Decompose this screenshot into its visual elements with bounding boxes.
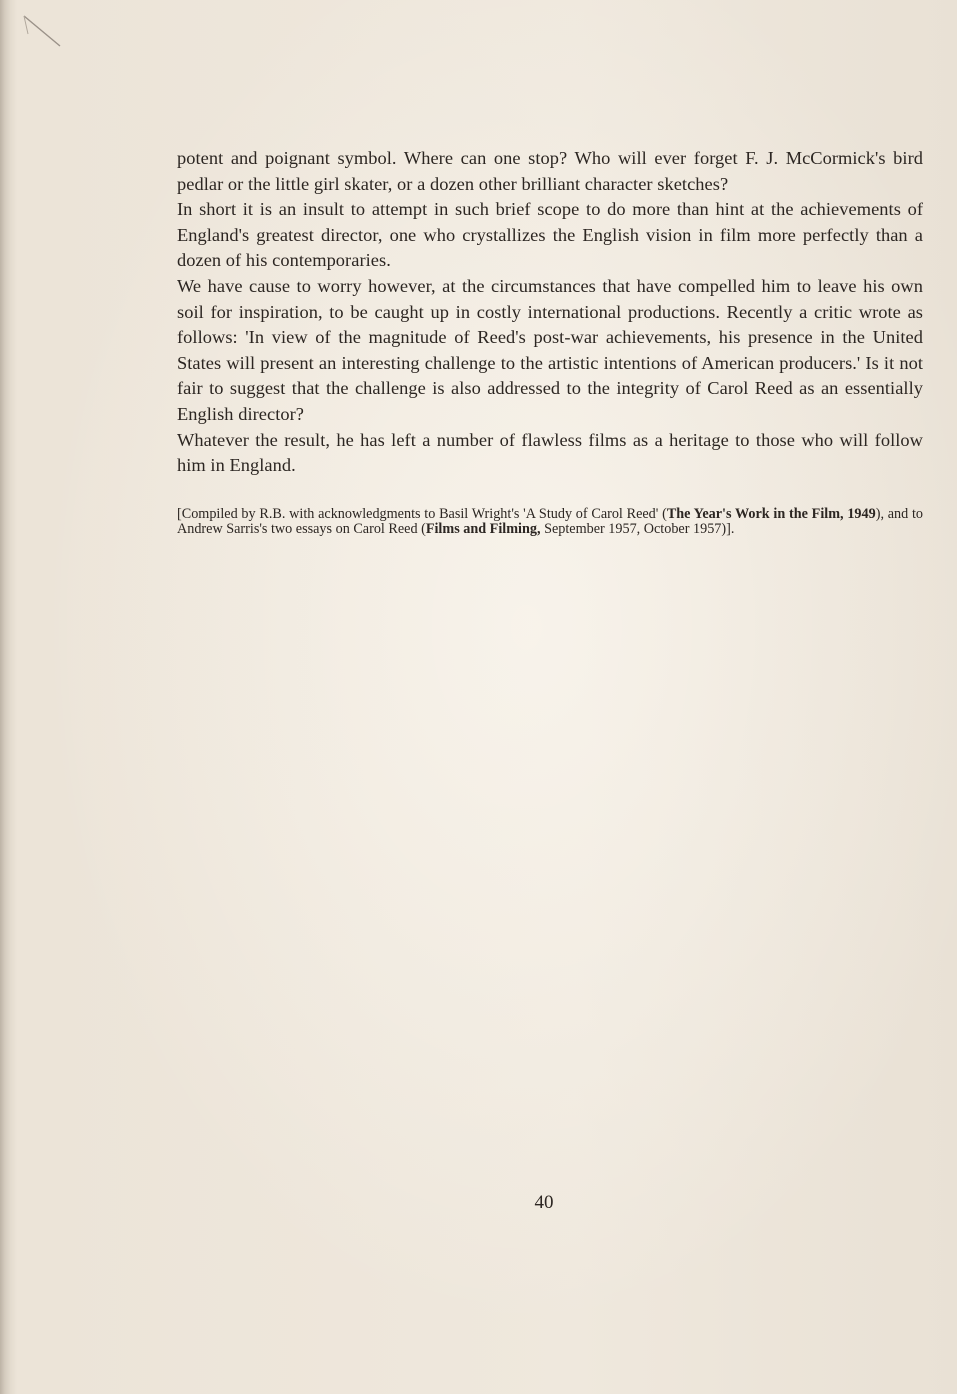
folded-corner-mark: [22, 14, 66, 50]
paragraph-4: Whatever the result, he has left a number of flawless films as a heritage to those who will follow him in England.: [177, 429, 923, 476]
note-source-2: Films and Filming,: [425, 521, 541, 538]
page-binding-edge: [0, 0, 16, 1394]
note-text-1: [Compiled by R.B. with acknowledgments to Basil Wright's 'A Study of Carol Reed' (: [177, 505, 667, 522]
note-text-3: September 1957, October 1957)].: [540, 521, 735, 538]
paragraph-3: We have cause to worry however, at the circumstances that have compelled him to leave his own soil for inspiration, to be caught up in costly international productions. Recently a critic wrote as follows: 'In view of the magnitude of Reed's post-war achievements, his presence in the United States will present an interesting challenge to the artistic intentions of American producers.' Is it not fair to suggest that the challenge is also addressed to the integrity of Carol Reed as an essentially English director?: [177, 275, 923, 424]
page-number: 40: [534, 1192, 554, 1213]
compilation-note: [177, 507, 923, 538]
article-body: [177, 146, 923, 538]
note-text-2: ), and to Andrew Sarris's two essays on Carol Reed (: [177, 505, 924, 538]
note-source-1: The Year's Work in the Film, 1949: [666, 505, 876, 522]
paragraph-1: potent and poignant symbol. Where can one stop? Who will ever forget F. J. McCormick's bird pedlar or the little girl skater, or a dozen other brilliant character sketches?: [177, 148, 923, 194]
paragraph-2: In short it is an insult to attempt in such brief scope to do more than hint at the achievements of England's greatest director, one who crystallizes the English vision in film more perfectly than a dozen of his contemporaries.: [177, 199, 923, 271]
